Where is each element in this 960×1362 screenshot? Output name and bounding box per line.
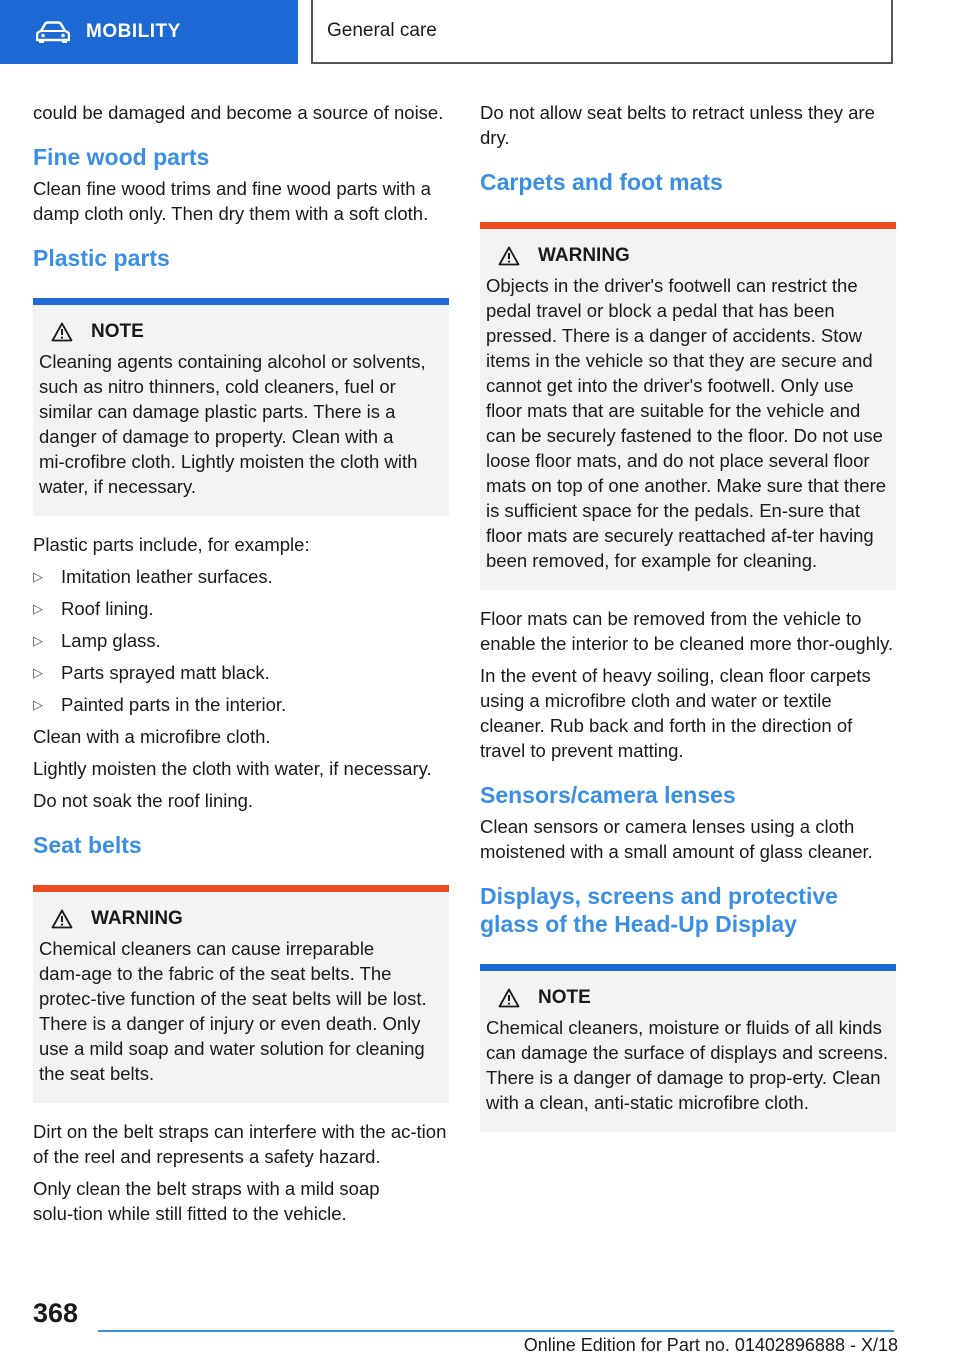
intro-text: could be damaged and become a source of noise. (33, 102, 444, 123)
list-item: ▷ Lamp glass. (33, 630, 161, 651)
triangle-bullet-icon: ▷ (33, 569, 43, 584)
page-number: 368 (33, 1298, 79, 1328)
seat-belts-text-2: Only clean the belt straps with a mild soap solu‑tion while still fitted to the vehicle. (33, 1178, 380, 1224)
list-item: ▷ Painted parts in the interior. (33, 694, 287, 715)
warning-title: WARNING (91, 908, 183, 929)
heading-seat-belts: Seat belts (33, 832, 142, 858)
plastic-after-1: Clean with a microfibre cloth. (33, 726, 271, 747)
heading-carpets: Carpets and foot mats (480, 169, 723, 195)
section-label: MOBILITY (86, 21, 181, 42)
list-item: ▷ Imitation leather surfaces. (33, 566, 273, 587)
warning-triangle-icon (498, 988, 520, 1008)
plastic-include-text: Plastic parts include, for example: (33, 534, 310, 555)
warning-header (498, 243, 890, 268)
footer-edition: Online Edition for Part no. 01402896888 - X/18 (523, 1335, 898, 1355)
note-header (51, 319, 443, 344)
warning-triangle-icon (51, 322, 73, 342)
note-text: Chemical cleaners, moisture or fluids of all kinds can damage the surface of displays and screens. There is a danger of damage to prop‑erty. Clean with a clean, anti-static microfibre cloth. (486, 1017, 889, 1113)
footer-divider (98, 1330, 894, 1332)
heading-fine-wood: Fine wood parts (33, 144, 210, 170)
triangle-bullet-icon: ▷ (33, 665, 43, 680)
note-box-displays (480, 964, 896, 1132)
warning-box-carpets (480, 222, 896, 590)
list-item: ▷ Roof lining. (33, 598, 154, 619)
chapter-tab (311, 0, 893, 64)
plastic-after-2: Lightly moisten the cloth with water, if necessary. (33, 758, 432, 779)
note-box-plastic (33, 298, 449, 516)
fine-wood-text: Clean fine wood trims and fine wood parts with a damp cloth only. Then dry them with a soft cloth. (33, 178, 431, 224)
note-title: NOTE (91, 321, 144, 342)
warning-header (51, 906, 443, 931)
intro-text-right: Do not allow seat belts to retract unless they are dry. (480, 102, 875, 148)
chapter-label: General care (327, 20, 437, 41)
note-header (498, 985, 890, 1010)
note-text: Cleaning agents containing alcohol or solvents, such as nitro thinners, cold cleaners, fuel or similar can damage plastic parts. There is a danger of damage to property. Clean with a mi‑crofibre cloth. Lightly moisten the cloth with water, if necessary. (39, 351, 426, 497)
right-column (480, 100, 896, 1148)
left-column (33, 100, 449, 1233)
car-icon (36, 21, 70, 43)
warning-triangle-icon (51, 909, 73, 929)
warning-text: Chemical cleaners can cause irreparable dam‑age to the fabric of the seat belts. The protec‑tive function of the seat belts will be lost. There is a danger of injury or even death. Only use a mild soap and water solution for cleaning the seat belts. (39, 938, 427, 1084)
plastic-after-3: Do not soak the roof lining. (33, 790, 254, 811)
sensors-text: Clean sensors or camera lenses using a cloth moistened with a small amount of glass cleaner. (480, 816, 873, 862)
heading-sensors: Sensors/camera lenses (480, 782, 736, 808)
carpets-text-2: In the event of heavy soiling, clean floor carpets using a microfibre cloth and water or textile cleaner. Rub back and forth in the direction of travel to prevent matting. (480, 665, 871, 761)
triangle-bullet-icon: ▷ (33, 601, 43, 616)
carpets-text-1: Floor mats can be removed from the vehicle to enable the interior to be cleaned more thor‑oughly. (480, 608, 894, 654)
warning-triangle-icon (498, 246, 520, 266)
triangle-bullet-icon: ▷ (33, 697, 43, 712)
warning-title: WARNING (538, 245, 630, 266)
list-item: ▷ Parts sprayed matt black. (33, 662, 270, 683)
note-title: NOTE (538, 987, 591, 1008)
heading-plastic-parts: Plastic parts (33, 245, 170, 271)
plastic-parts-list (33, 564, 449, 717)
warning-text: Objects in the driver's footwell can restrict the pedal travel or block a pedal that has been pressed. There is a danger of accidents. Stow items in the vehicle so that they are secure and cannot get into the driver's footwell. Only use floor mats that are suitable for the vehicle and can be securely fastened to the floor. Do not use loose floor mats, and do not place several floor mats on top of one another. Make sure that there is sufficient space for the pedals. En‑sure that floor mats are securely reattached af‑ter having been removed, for example for cleaning. (486, 275, 887, 571)
section-tab (0, 0, 298, 64)
heading-displays: Displays, screens and protective glass of the Head-Up Display (480, 883, 838, 937)
triangle-bullet-icon: ▷ (33, 633, 43, 648)
warning-box-seat-belts (33, 885, 449, 1103)
seat-belts-text-1: Dirt on the belt straps can interfere with the ac‑tion of the reel and represents a safety hazard. (33, 1121, 447, 1167)
